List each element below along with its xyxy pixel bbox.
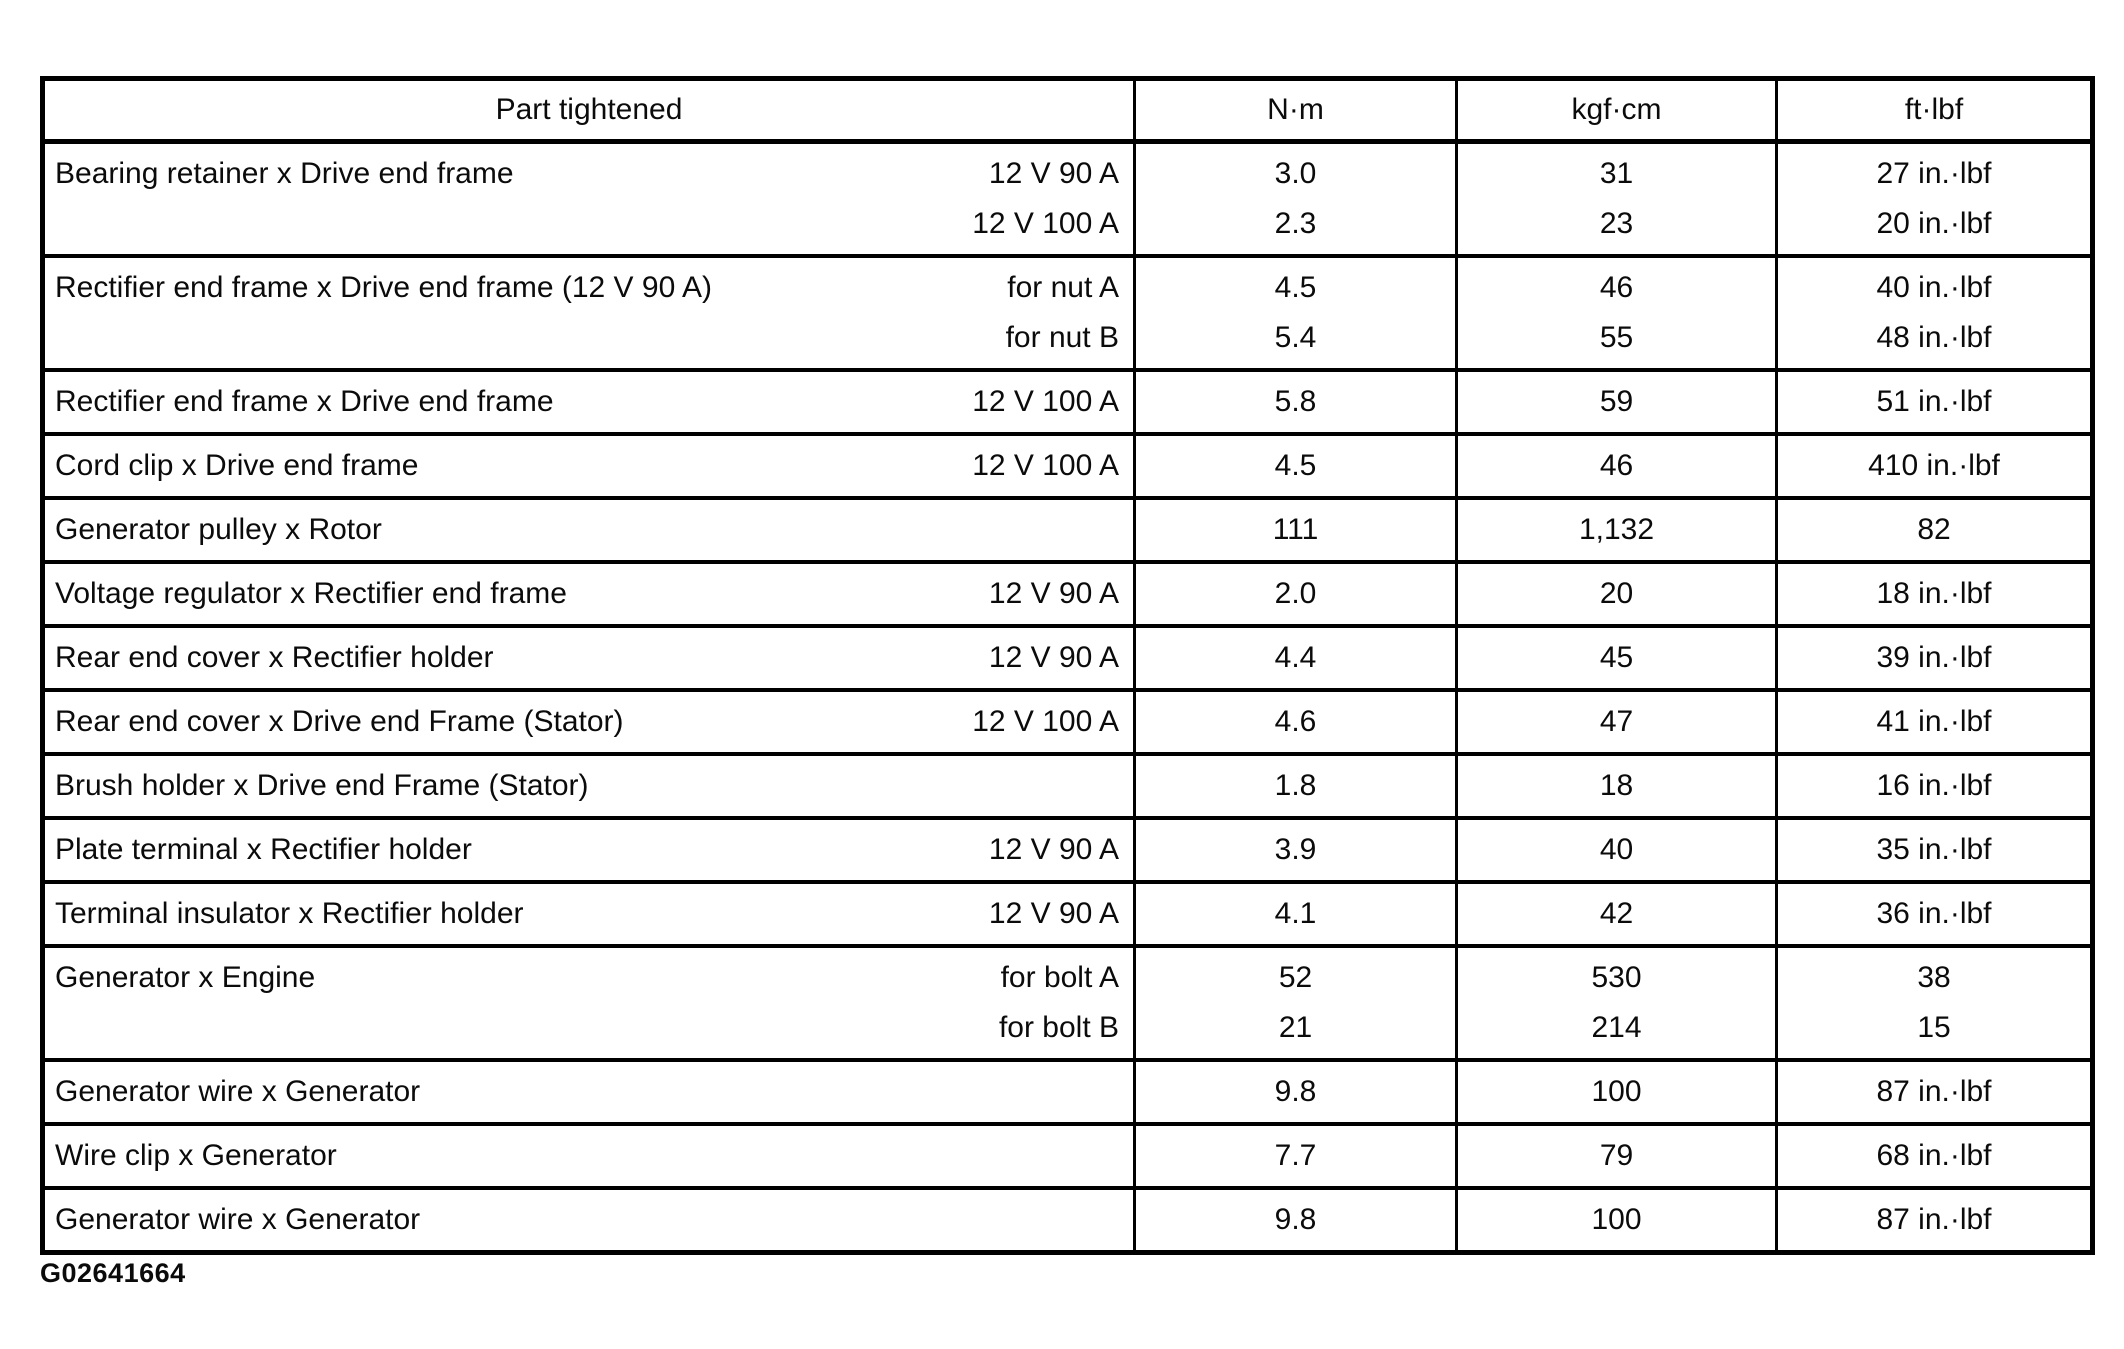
kgfcm-value-cell (1457, 498, 1777, 562)
ftlbf-value-cell (1777, 1060, 2093, 1124)
ftlbf-value-cell (1777, 754, 2093, 818)
table-row (43, 256, 2093, 370)
part-name: Brush holder x Drive end Frame (Stator) (55, 769, 589, 802)
variant-label: for nut A (1007, 271, 1119, 304)
value-line: 46 (1599, 271, 1634, 304)
value-line: 35 in.·lbf (1876, 833, 1992, 866)
nm-value-cell (1135, 626, 1457, 690)
kgfcm-value-cell (1457, 882, 1777, 946)
column-header-nm: N·m (1135, 79, 1457, 142)
value-line: 55 (1599, 321, 1634, 354)
value-line: 2.0 (1274, 577, 1317, 610)
value-line: 41 in.·lbf (1876, 705, 1992, 738)
value-line: 4.5 (1274, 271, 1317, 304)
ftlbf-value-cell (1777, 690, 2093, 754)
column-header-kgfcm: kgf·cm (1457, 79, 1777, 142)
ftlbf-value-cell (1777, 818, 2093, 882)
variant-label: 12 V 90 A (988, 897, 1119, 930)
kgfcm-value-cell (1457, 754, 1777, 818)
ftlbf-value-cell (1777, 370, 2093, 434)
variant-label: 12 V 90 A (988, 833, 1119, 866)
value-line: 42 (1599, 897, 1634, 930)
part-name: Rectifier end frame x Drive end frame (55, 385, 554, 418)
part-cell (43, 1124, 1135, 1188)
table-row (43, 1124, 2093, 1188)
part-cell (43, 370, 1135, 434)
ftlbf-value-cell (1777, 1124, 2093, 1188)
value-line: 82 (1917, 513, 1951, 546)
part-cell (43, 754, 1135, 818)
nm-value-cell (1135, 370, 1457, 434)
table-row (43, 946, 2093, 1060)
value-line: 48 in.·lbf (1876, 321, 1992, 354)
ftlbf-value-cell (1777, 142, 2093, 257)
value-line: 52 (1278, 961, 1313, 994)
variant-label: for nut B (1005, 321, 1119, 354)
table-row (43, 562, 2093, 626)
value-line: 111 (1272, 513, 1319, 546)
value-line: 18 in.·lbf (1876, 577, 1992, 610)
value-line: 1,132 (1578, 513, 1655, 546)
value-line: 51 in.·lbf (1876, 385, 1992, 418)
variant-label: 12 V 100 A (972, 207, 1119, 240)
figure-code: G02641664 (40, 1258, 186, 1288)
variant-label: 12 V 90 A (988, 577, 1119, 610)
value-line: 47 (1599, 705, 1634, 738)
value-line: 23 (1599, 207, 1634, 240)
value-line: 16 in.·lbf (1876, 769, 1992, 802)
part-name: Generator x Engine (55, 961, 316, 994)
ftlbf-value-cell (1777, 562, 2093, 626)
value-line: 5.8 (1274, 385, 1317, 418)
part-name: Bearing retainer x Drive end frame (55, 157, 514, 190)
nm-value-cell (1135, 498, 1457, 562)
kgfcm-value-cell (1457, 1188, 1777, 1253)
table-row (43, 370, 2093, 434)
kgfcm-value-cell (1457, 256, 1777, 370)
nm-value-cell (1135, 1060, 1457, 1124)
kgfcm-value-cell (1457, 690, 1777, 754)
part-cell (43, 434, 1135, 498)
part-cell (43, 562, 1135, 626)
torque-spec-table (40, 76, 2095, 1255)
part-cell (43, 1188, 1135, 1253)
kgfcm-value-cell (1457, 370, 1777, 434)
part-cell (43, 882, 1135, 946)
ftlbf-value-cell (1777, 946, 2093, 1060)
value-line: 21 (1278, 1011, 1313, 1044)
ftlbf-value-cell (1777, 1188, 2093, 1253)
kgfcm-value-cell (1457, 818, 1777, 882)
value-line: 1.8 (1274, 769, 1317, 802)
value-line: 31 (1599, 157, 1634, 190)
value-line: 7.7 (1274, 1139, 1317, 1172)
nm-value-cell (1135, 754, 1457, 818)
value-line: 59 (1599, 385, 1634, 418)
kgfcm-value-cell (1457, 1060, 1777, 1124)
variant-label: 12 V 100 A (972, 705, 1119, 738)
ftlbf-value-cell (1777, 256, 2093, 370)
kgfcm-value-cell (1457, 1124, 1777, 1188)
part-name: Cord clip x Drive end frame (55, 449, 419, 482)
part-name: Rear end cover x Rectifier holder (55, 641, 494, 674)
kgfcm-value-cell (1457, 946, 1777, 1060)
value-line: 2.3 (1274, 207, 1317, 240)
part-cell (43, 1060, 1135, 1124)
kgfcm-value-cell (1457, 142, 1777, 257)
value-line: 4.1 (1274, 897, 1317, 930)
value-line: 214 (1591, 1011, 1642, 1044)
variant-label: for bolt B (998, 1011, 1119, 1044)
part-cell (43, 498, 1135, 562)
part-name: Generator wire x Generator (55, 1203, 421, 1236)
table-row (43, 818, 2093, 882)
variant-label: 12 V 90 A (988, 641, 1119, 674)
table-row (43, 754, 2093, 818)
value-line: 20 in.·lbf (1876, 207, 1992, 240)
part-cell (43, 690, 1135, 754)
variant-label: 12 V 100 A (972, 449, 1119, 482)
nm-value-cell (1135, 142, 1457, 257)
kgfcm-value-cell (1457, 562, 1777, 626)
table-body (43, 142, 2093, 1253)
variant-label: 12 V 100 A (972, 385, 1119, 418)
table-row (43, 626, 2093, 690)
nm-value-cell (1135, 434, 1457, 498)
value-line: 45 (1599, 641, 1634, 674)
part-name: Generator pulley x Rotor (55, 513, 382, 546)
value-line: 530 (1591, 961, 1642, 994)
part-cell (43, 626, 1135, 690)
part-name: Generator wire x Generator (55, 1075, 421, 1108)
value-line: 15 (1917, 1011, 1951, 1044)
nm-value-cell (1135, 818, 1457, 882)
part-cell (43, 142, 1135, 257)
value-line: 4.5 (1274, 449, 1317, 482)
value-line: 20 (1599, 577, 1634, 610)
table-row (43, 498, 2093, 562)
nm-value-cell (1135, 882, 1457, 946)
value-line: 5.4 (1274, 321, 1317, 354)
nm-value-cell (1135, 256, 1457, 370)
value-line: 100 (1591, 1203, 1642, 1236)
value-line: 46 (1599, 449, 1634, 482)
kgfcm-value-cell (1457, 626, 1777, 690)
value-line: 39 in.·lbf (1876, 641, 1992, 674)
kgfcm-value-cell (1457, 434, 1777, 498)
ftlbf-value-cell (1777, 498, 2093, 562)
part-cell (43, 256, 1135, 370)
table-row (43, 690, 2093, 754)
value-line: 4.4 (1274, 641, 1317, 674)
part-cell (43, 818, 1135, 882)
value-line: 40 (1599, 833, 1634, 866)
ftlbf-value-cell (1777, 434, 2093, 498)
ftlbf-value-cell (1777, 626, 2093, 690)
table-row (43, 434, 2093, 498)
part-name: Rectifier end frame x Drive end frame (12 V 90 A) (55, 271, 712, 304)
table-row (43, 142, 2093, 257)
nm-value-cell (1135, 1124, 1457, 1188)
value-line: 18 (1599, 769, 1634, 802)
column-header-part: Part tightened (43, 79, 1135, 142)
part-name: Wire clip x Generator (55, 1139, 337, 1172)
table-row (43, 1060, 2093, 1124)
value-line: 9.8 (1274, 1203, 1317, 1236)
value-line: 3.0 (1274, 157, 1317, 190)
value-line: 87 in.·lbf (1876, 1075, 1992, 1108)
value-line: 3.9 (1274, 833, 1317, 866)
value-line: 410 in.·lbf (1868, 449, 2000, 482)
nm-value-cell (1135, 946, 1457, 1060)
variant-label: for bolt A (1000, 961, 1119, 994)
value-line: 100 (1591, 1075, 1642, 1108)
variant-label: 12 V 90 A (988, 157, 1119, 190)
nm-value-cell (1135, 1188, 1457, 1253)
table-header-row (43, 79, 2093, 142)
nm-value-cell (1135, 690, 1457, 754)
value-line: 38 (1917, 961, 1951, 994)
column-header-ftlbf: ft·lbf (1777, 79, 2093, 142)
value-line: 9.8 (1274, 1075, 1317, 1108)
ftlbf-value-cell (1777, 882, 2093, 946)
value-line: 87 in.·lbf (1876, 1203, 1992, 1236)
value-line: 68 in.·lbf (1876, 1139, 1992, 1172)
value-line: 40 in.·lbf (1876, 271, 1992, 304)
table-row (43, 882, 2093, 946)
part-name: Plate terminal x Rectifier holder (55, 833, 472, 866)
value-line: 4.6 (1274, 705, 1317, 738)
part-name: Rear end cover x Drive end Frame (Stator) (55, 705, 624, 738)
nm-value-cell (1135, 562, 1457, 626)
value-line: 27 in.·lbf (1876, 157, 1992, 190)
table-row (43, 1188, 2093, 1253)
value-line: 79 (1599, 1139, 1634, 1172)
part-name: Voltage regulator x Rectifier end frame (55, 577, 567, 610)
part-cell (43, 946, 1135, 1060)
part-name: Terminal insulator x Rectifier holder (55, 897, 524, 930)
value-line: 36 in.·lbf (1876, 897, 1992, 930)
